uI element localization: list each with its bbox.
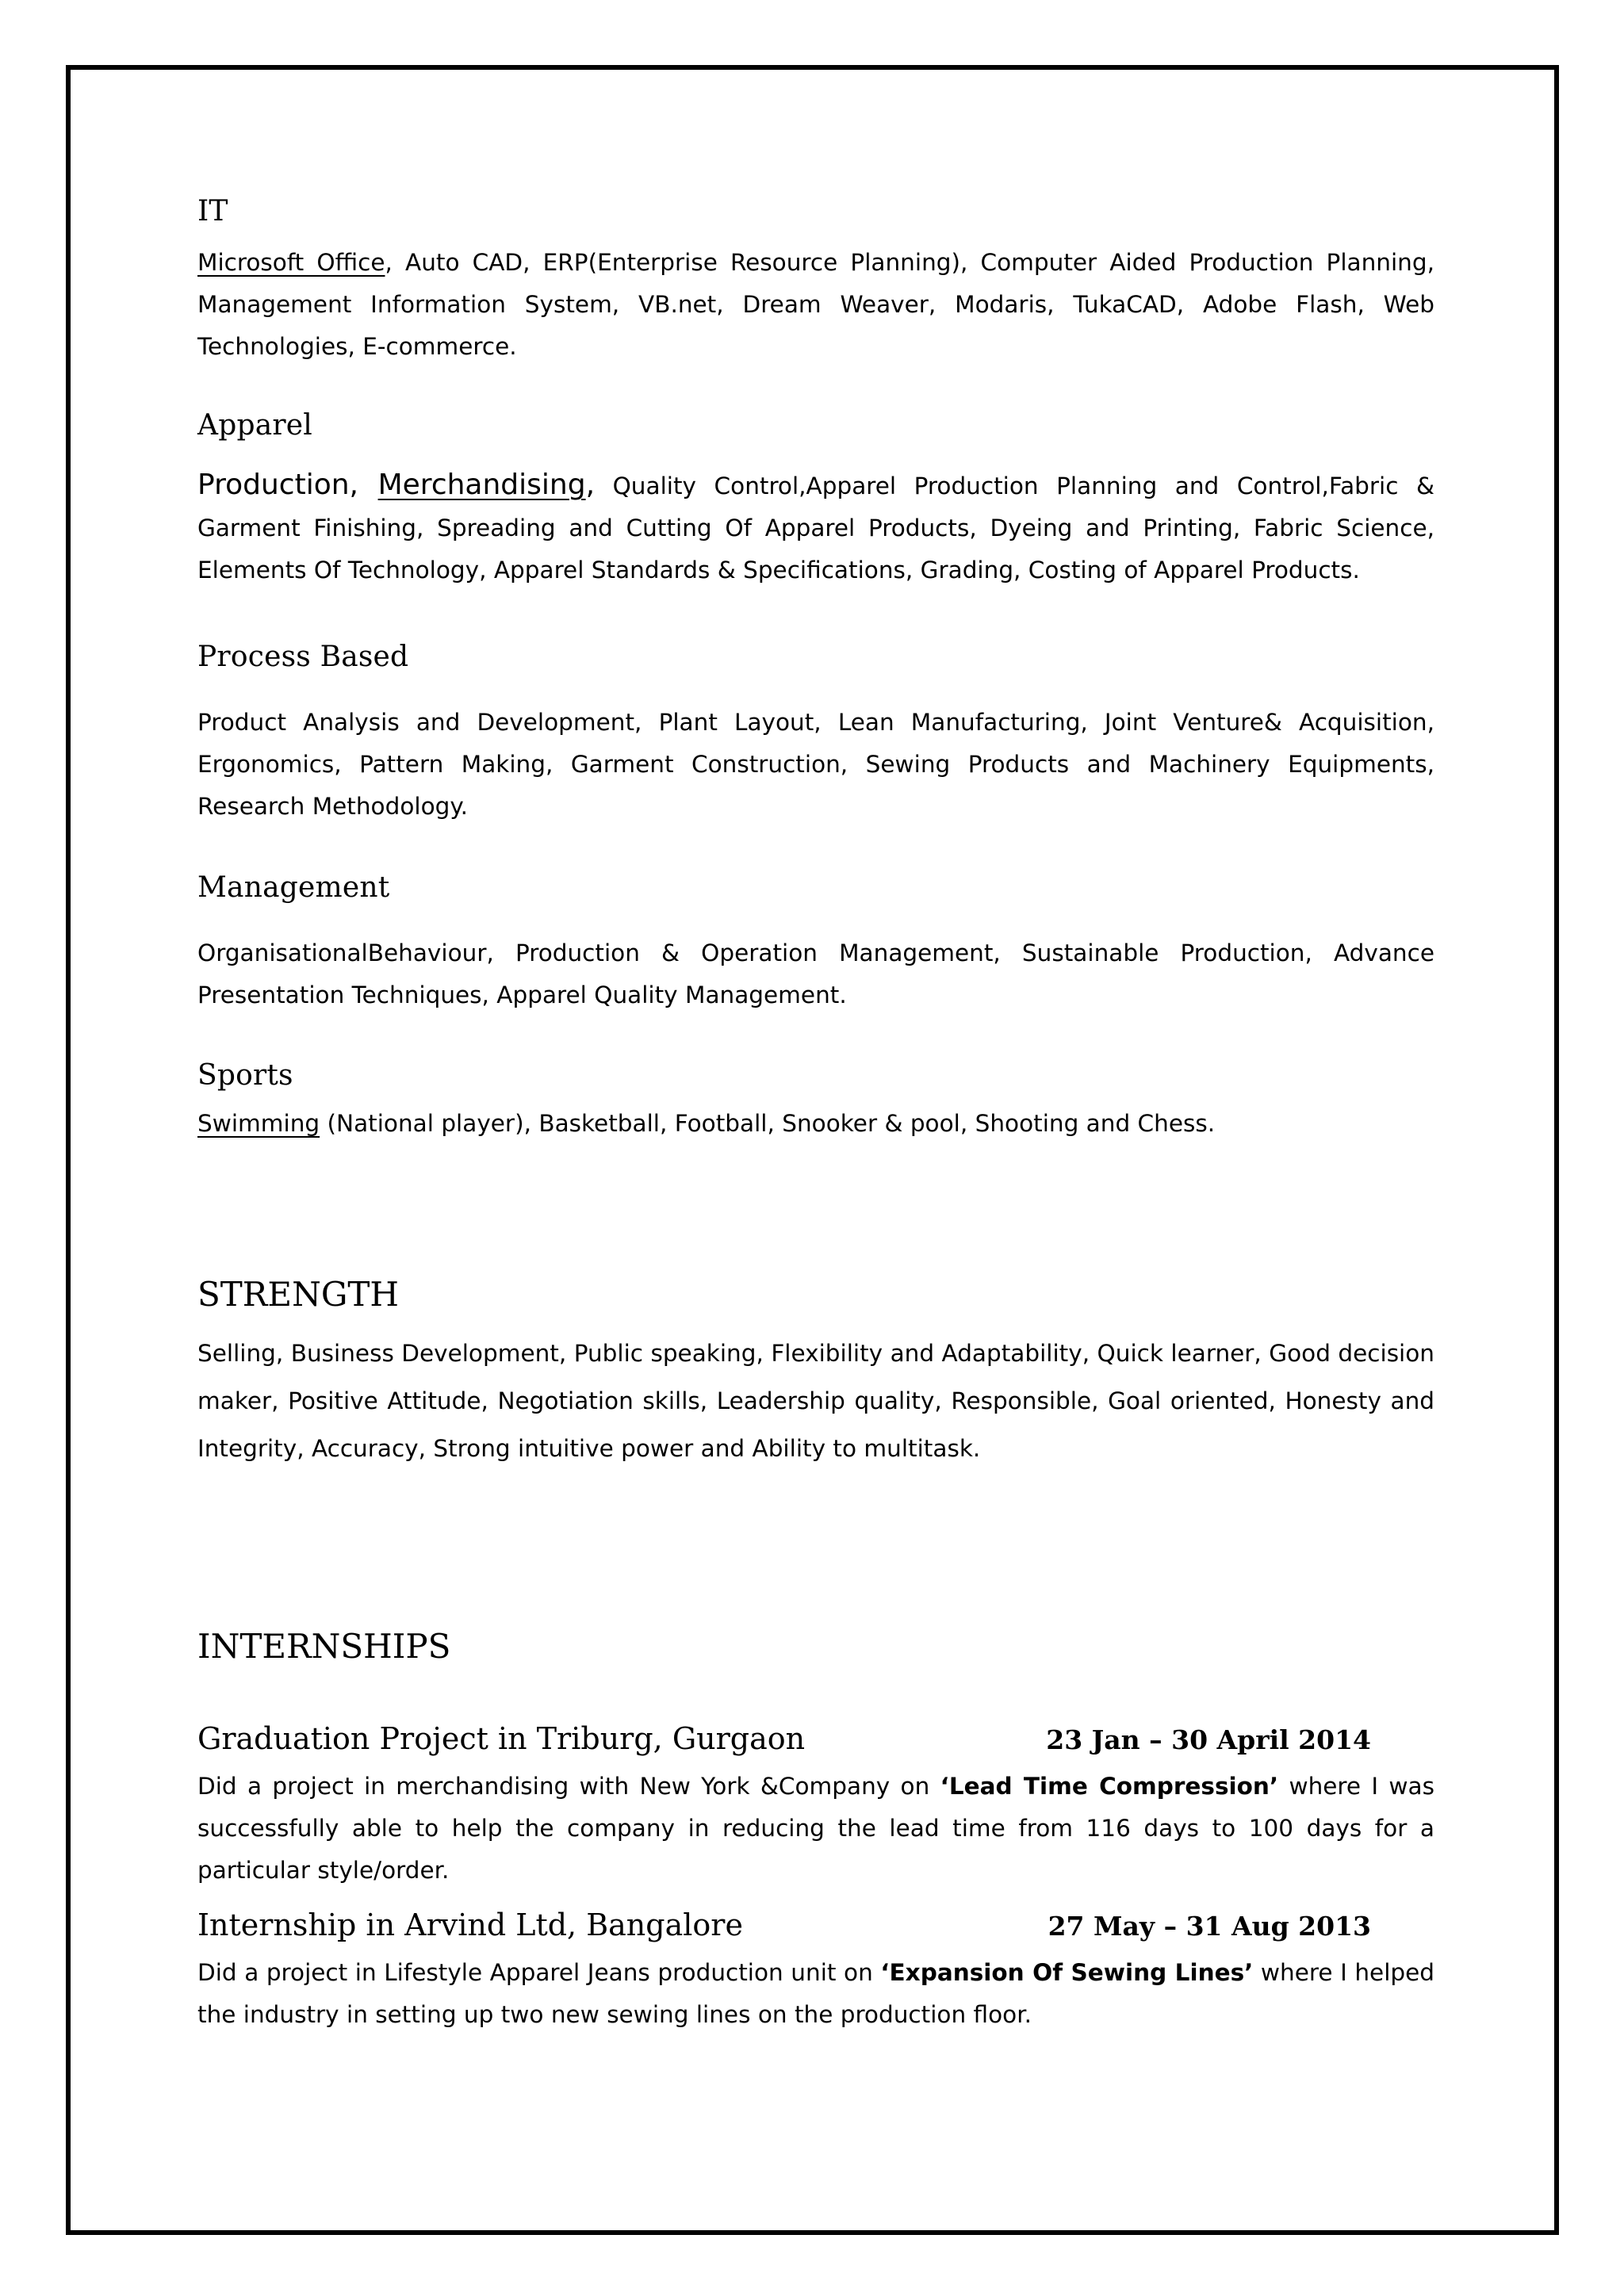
microsoft-office-link[interactable]: Microsoft Office [197, 249, 385, 276]
internship-desc-post: where I helped the industry in setting up two new sewing lines on the production floor. [197, 1959, 1434, 2028]
section-apparel [197, 409, 1434, 591]
it-skills-text [197, 242, 1434, 368]
internship-project-name: ‘Lead Time Compression’ [940, 1773, 1279, 1800]
it-skills-rest: , Auto CAD, ERP(Enterprise Resource Planning), Computer Aided Production Planning, Management Information System, VB.net, Dream Weaver, Modaris, TukaCAD, Adobe Flash, Web Technologies, E-commerce. [197, 249, 1434, 360]
apparel-skills-text [197, 464, 1434, 591]
section-heading-strength: STRENGTH [197, 1275, 400, 1314]
internship-title: Graduation Project in Triburg, Gurgaon [197, 1721, 806, 1756]
internship-desc-pre: Did a project in merchandising with New York &Company on [197, 1773, 940, 1800]
section-heading-it: IT [197, 195, 228, 228]
internship-header [197, 1908, 1371, 1942]
section-sports [197, 1059, 1434, 1145]
section-process [197, 641, 1434, 828]
apparel-comma: , [585, 469, 596, 501]
apparel-lead: Production, [197, 469, 378, 501]
sports-text [197, 1103, 1434, 1145]
internship-description [197, 1952, 1434, 2036]
section-heading-process: Process Based [197, 641, 409, 673]
strength-text: Selling, Business Development, Public speaking, Flexibility and Adaptability, Quick learner, Good decision maker, Positive Attitude, Negotiation skills, Leadership quality, Responsible, Goal oriented, Honesty and Integrity, Accuracy, Strong intuitive power and Ability to multitask. [197, 1340, 1434, 1462]
internship-desc-pre: Did a project in Lifestyle Apparel Jeans production unit on [197, 1959, 881, 1986]
swimming-link[interactable]: Swimming [197, 1110, 320, 1137]
section-it [197, 195, 1434, 368]
management-skills-text: OrganisationalBehaviour, Production & Operation Management, Sustainable Production, Advance Presentation Techniques, Apparel Quality Management. [197, 939, 1434, 1008]
internship-header [197, 1721, 1371, 1756]
sports-rest: (National player), Basketball, Football, Snooker & pool, Shooting and Chess. [320, 1110, 1216, 1137]
section-strength [197, 1275, 1434, 1472]
process-skills-text: Product Analysis and Development, Plant Layout, Lean Manufacturing, Joint Venture& Acquisition, Ergonomics, Pattern Making, Garment Construction, Sewing Products and Machinery Equipments, Research Methodology. [197, 709, 1434, 820]
apparel-skills-rest: Quality Control,Apparel Production Planning and Control,Fabric & Garment Finishing, Spreading and Cutting Of Apparel Products, Dyeing and Printing, Fabric Science, Elements Of Technology, Apparel Standards & Specifications, Grading, Costing of Apparel Products. [197, 473, 1434, 584]
section-management [197, 871, 1434, 1016]
section-heading-management: Management [197, 871, 390, 904]
merchandising-link[interactable]: Merchandising [377, 469, 586, 501]
section-heading-apparel: Apparel [197, 409, 312, 442]
internship-desc-post: where I was successfully able to help the company in reducing the lead time from 116 days to 100 days for a particular style/order. [197, 1773, 1434, 1884]
internship-date: 23 Jan – 30 April 2014 [1046, 1724, 1371, 1755]
internship-entry [197, 1908, 1434, 2036]
internship-description [197, 1766, 1434, 1892]
internship-title: Internship in Arvind Ltd, Bangalore [197, 1908, 743, 1942]
internship-date: 27 May – 31 Aug 2013 [1048, 1911, 1371, 1942]
internship-project-name: ‘Expansion Of Sewing Lines’ [880, 1959, 1254, 1986]
section-heading-sports: Sports [197, 1059, 293, 1092]
internship-entry [197, 1721, 1434, 1892]
section-internships [197, 1627, 1434, 2036]
section-heading-internships: INTERNSHIPS [197, 1627, 451, 1666]
